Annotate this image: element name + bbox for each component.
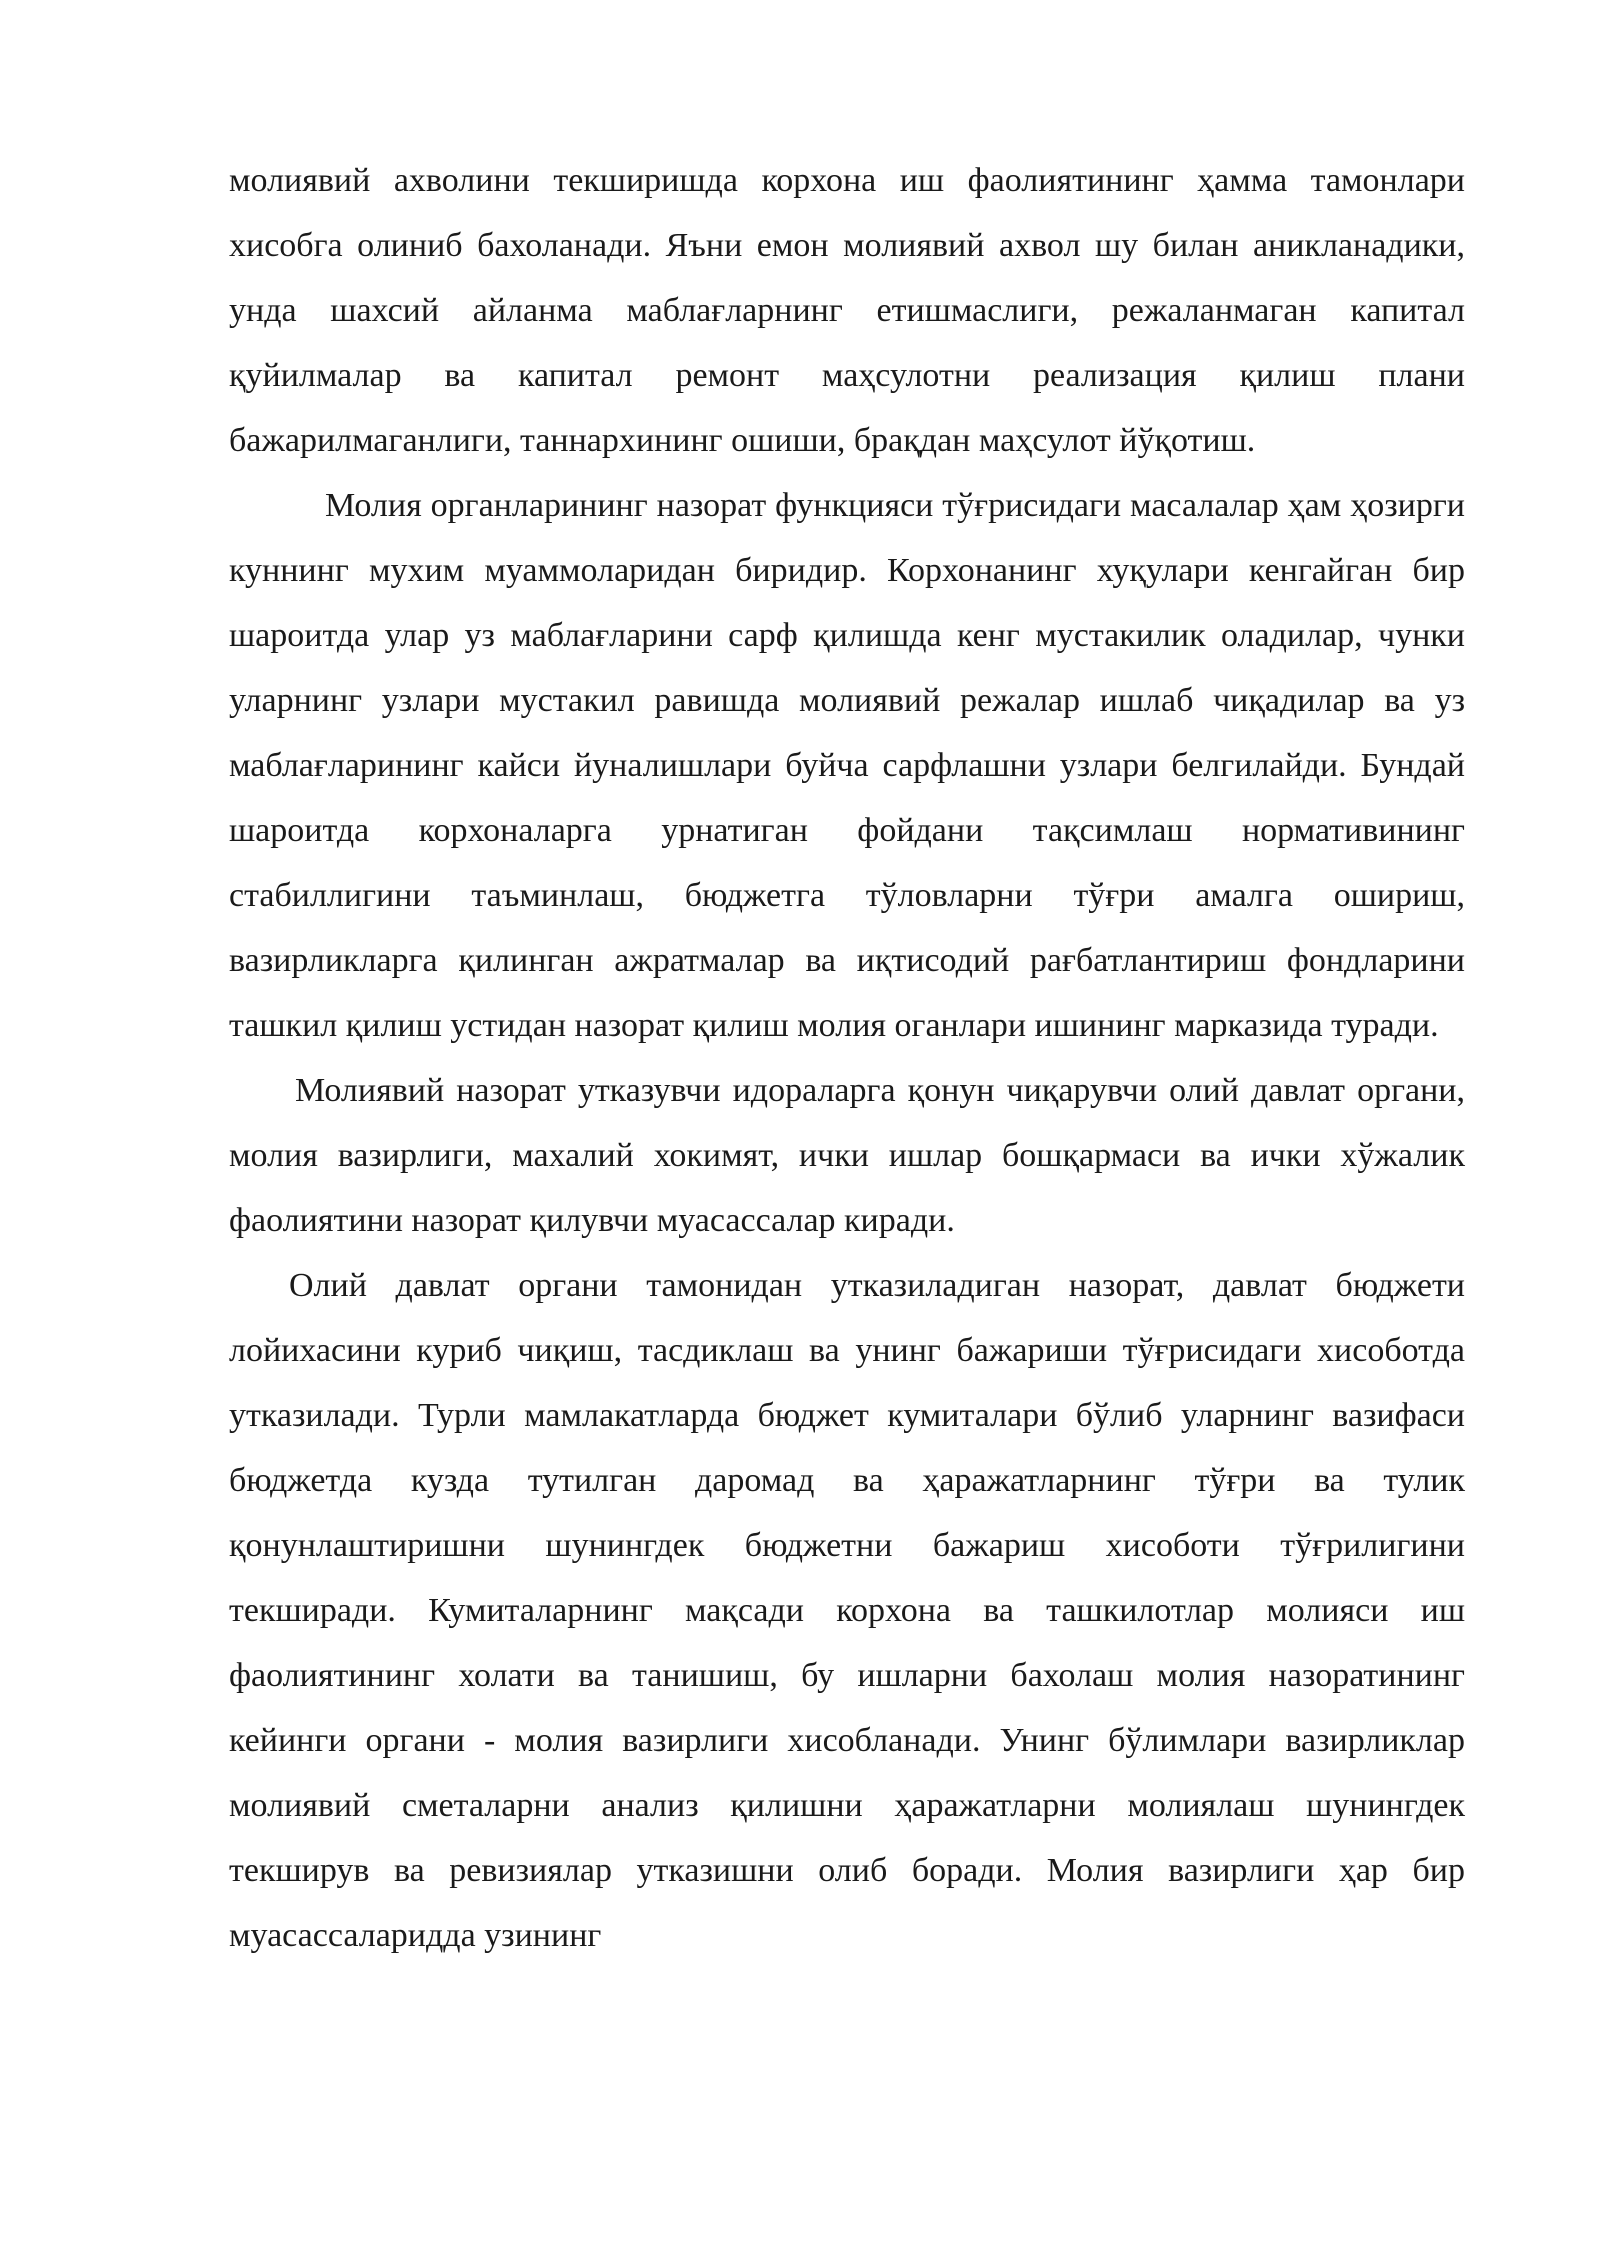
paragraph-4: Олий давлат органи тамонидан утказиладиган назорат, давлат бюджети лойихасини куриб чиқиш, тасдиклаш ва унинг бажариши тўғрисидаги хисоботда утказилади. Турли мамлакатларда бюджет кумиталари бўлиб уларнинг вазифаси бюджетда кузда тутилган даромад ва ҳаражатларнинг тўғри ва тулик қонунлаштиришни шунингдек бюджетни бажариш хисоботи тўғрилигини текширади. Кумиталарнинг мақсади корхона ва ташкилотлар молияси иш фаолиятининг холати ва танишиш, бу ишларни бахолаш молия назоратининг кейинги органи - молия вазирлиги хисобланади. Унинг бўлимлари вазирликлар молиявий сметаларни анализ қилишни ҳаражатларни молиялаш шунингдек текширув ва ревизиялар утказишни олиб боради. Молия вазирлиги ҳар бир муасассаларидда узининг [229, 1267, 1465, 1954]
paragraph-2: Молия органларининг назорат функцияси тўғрисидаги масалалар ҳам ҳозирги куннинг мухим муаммоларидан биридир. Корхонанинг хуқулари кенгайган бир шароитда улар уз маблағларини сарф қилишда кенг мустакилик оладилар, чунки уларнинг узлари мустакил равишда молиявий режалар ишлаб чиқадилар ва уз маблағларининг кайси йуналишлари буйча сарфлашни узлари белгилайди. Бундай шароитда корхоналарга урнатиган фойдани тақсимлаш нормативининг стабиллигини таъминлаш, бюджетга тўловларни тўғри амалга ошириш, вазирликларга қилинган ажратмалар ва иқтисодий рағбатлантириш фондларини ташкил қилиш устидан назорат қилиш молия оганлари ишининг марказида туради. [229, 487, 1465, 1044]
document-body [229, 148, 1465, 1968]
paragraph-1: молиявий ахволини текширишда корхона иш фаолиятининг ҳамма тамонлари хисобга олиниб бахоланади. Яъни емон молиявий ахвол шу билан аникланадики, унда шахсий айланма маблағларнинг етишмаслиги, режаланмаган капитал қуйилмалар ва капитал ремонт маҳсулотни реализация қилиш плани бажарилмаганлиги, таннархининг ошиши, брақдан маҳсулот йўқотиш. [229, 162, 1465, 459]
paragraph-3: Молиявий назорат утказувчи идораларга қонун чиқарувчи олий давлат органи, молия вазирлиги, махалий хокимят, ички ишлар бошқармаси ва ички хўжалик фаолиятини назорат қилувчи муасассалар киради. [229, 1072, 1465, 1239]
